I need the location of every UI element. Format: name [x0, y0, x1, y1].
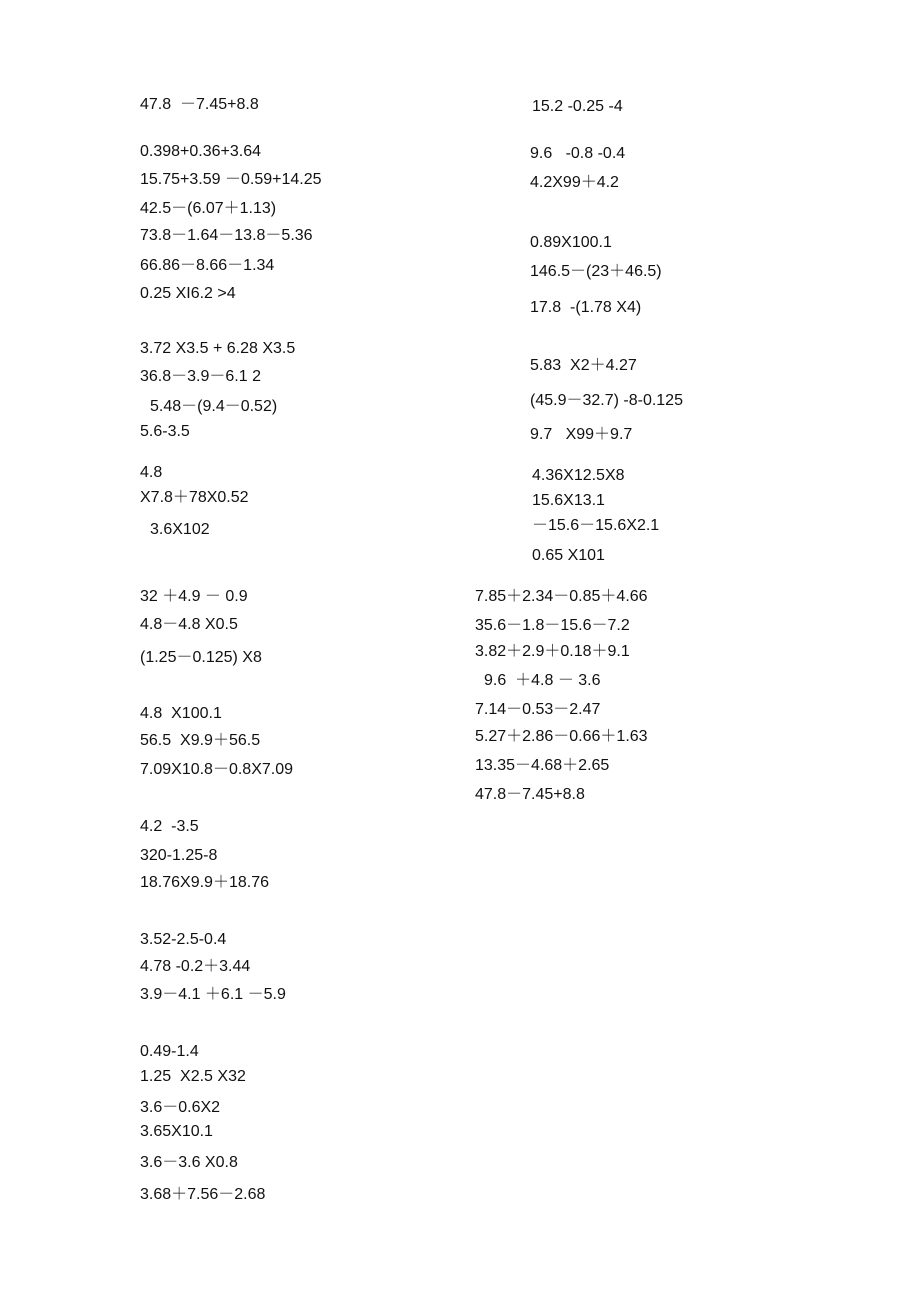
expression-line: 13.35－4.68＋2.65: [475, 757, 610, 774]
expression-line: 4.2 -3.5: [140, 818, 199, 835]
expression-line: X7.8＋78X0.52: [140, 489, 249, 506]
expression-line: 9.6 -0.8 -0.4: [530, 145, 626, 162]
expression-line: 3.6－0.6X2: [140, 1099, 221, 1116]
expression-line: 0.398+0.36+3.64: [140, 143, 262, 160]
expression-line: 15.75+3.59 －0.59+14.25: [140, 171, 322, 188]
expression-line: 7.09X10.8－0.8X7.09: [140, 761, 294, 778]
expression-line: 1.25 X2.5 X32: [140, 1068, 246, 1085]
expression-line: 320-1.25-8: [140, 847, 218, 864]
expression-line: 4.8: [140, 464, 163, 481]
expression-line: 0.25 XI6.2 >4: [140, 285, 236, 302]
expression-line: 3.6－3.6 X0.8: [140, 1154, 238, 1171]
expression-line: (45.9－32.7) -8-0.125: [530, 392, 683, 409]
expression-line: 7.14－0.53－2.47: [475, 701, 601, 718]
expression-line: 15.6X13.1: [532, 492, 605, 509]
expression-line: 66.86－8.66－1.34: [140, 257, 275, 274]
expression-line: 0.89X100.1: [530, 234, 612, 251]
expression-line: 36.8－3.9－6.1 2: [140, 368, 261, 385]
expression-line: 18.76X9.9＋18.76: [140, 874, 269, 891]
expression-line: 3.65X10.1: [140, 1123, 213, 1140]
expression-line: 9.6 ＋4.8 － 3.6: [484, 672, 601, 689]
expression-line: 73.8－1.64－13.8－5.36: [140, 227, 313, 244]
expression-line: 3.68＋7.56－2.68: [140, 1186, 266, 1203]
expression-line: 146.5－(23＋46.5): [530, 263, 662, 280]
expression-line: 3.72 X3.5 + 6.28 X3.5: [140, 340, 296, 357]
expression-line: 9.7 X99＋9.7: [530, 426, 633, 443]
expression-line: 3.52-2.5-0.4: [140, 931, 227, 948]
expression-line: 17.8 -(1.78 X4): [530, 299, 642, 316]
expression-line: 4.36X12.5X8: [532, 467, 625, 484]
expression-line: 15.2 -0.25 -4: [532, 98, 623, 115]
expression-line: 0.49-1.4: [140, 1043, 199, 1060]
expression-line: 5.27＋2.86－0.66＋1.63: [475, 728, 648, 745]
expression-line: (1.25－0.125) X8: [140, 649, 262, 666]
expression-line: 3.6X102: [150, 521, 210, 538]
expression-line: 7.85＋2.34－0.85＋4.66: [475, 588, 648, 605]
expression-line: 5.48－(9.4－0.52): [150, 398, 278, 415]
expression-line: 47.8－7.45+8.8: [475, 786, 585, 803]
expression-line: 4.8 X100.1: [140, 705, 222, 722]
expression-line: 47.8 －7.45+8.8: [140, 96, 259, 113]
expression-line: 42.5－(6.07＋1.13): [140, 200, 277, 217]
expression-line: 4.8－4.8 X0.5: [140, 616, 238, 633]
expression-line: 5.6-3.5: [140, 423, 190, 440]
expression-line: 32 ＋4.9 － 0.9: [140, 588, 248, 605]
expression-line: 3.82＋2.9＋0.18＋9.1: [475, 643, 630, 660]
expression-line: 5.83 X2＋4.27: [530, 357, 637, 374]
expression-line: 35.6－1.8－15.6－7.2: [475, 617, 630, 634]
expression-line: 4.78 -0.2＋3.44: [140, 958, 251, 975]
expression-line: 0.65 X101: [532, 547, 605, 564]
expression-line: 56.5 X9.9＋56.5: [140, 732, 261, 749]
expression-line: 4.2X99＋4.2: [530, 174, 619, 191]
expression-line: －15.6－15.6X2.1: [532, 517, 660, 534]
expression-line: 3.9－4.1 ＋6.1 －5.9: [140, 986, 286, 1003]
